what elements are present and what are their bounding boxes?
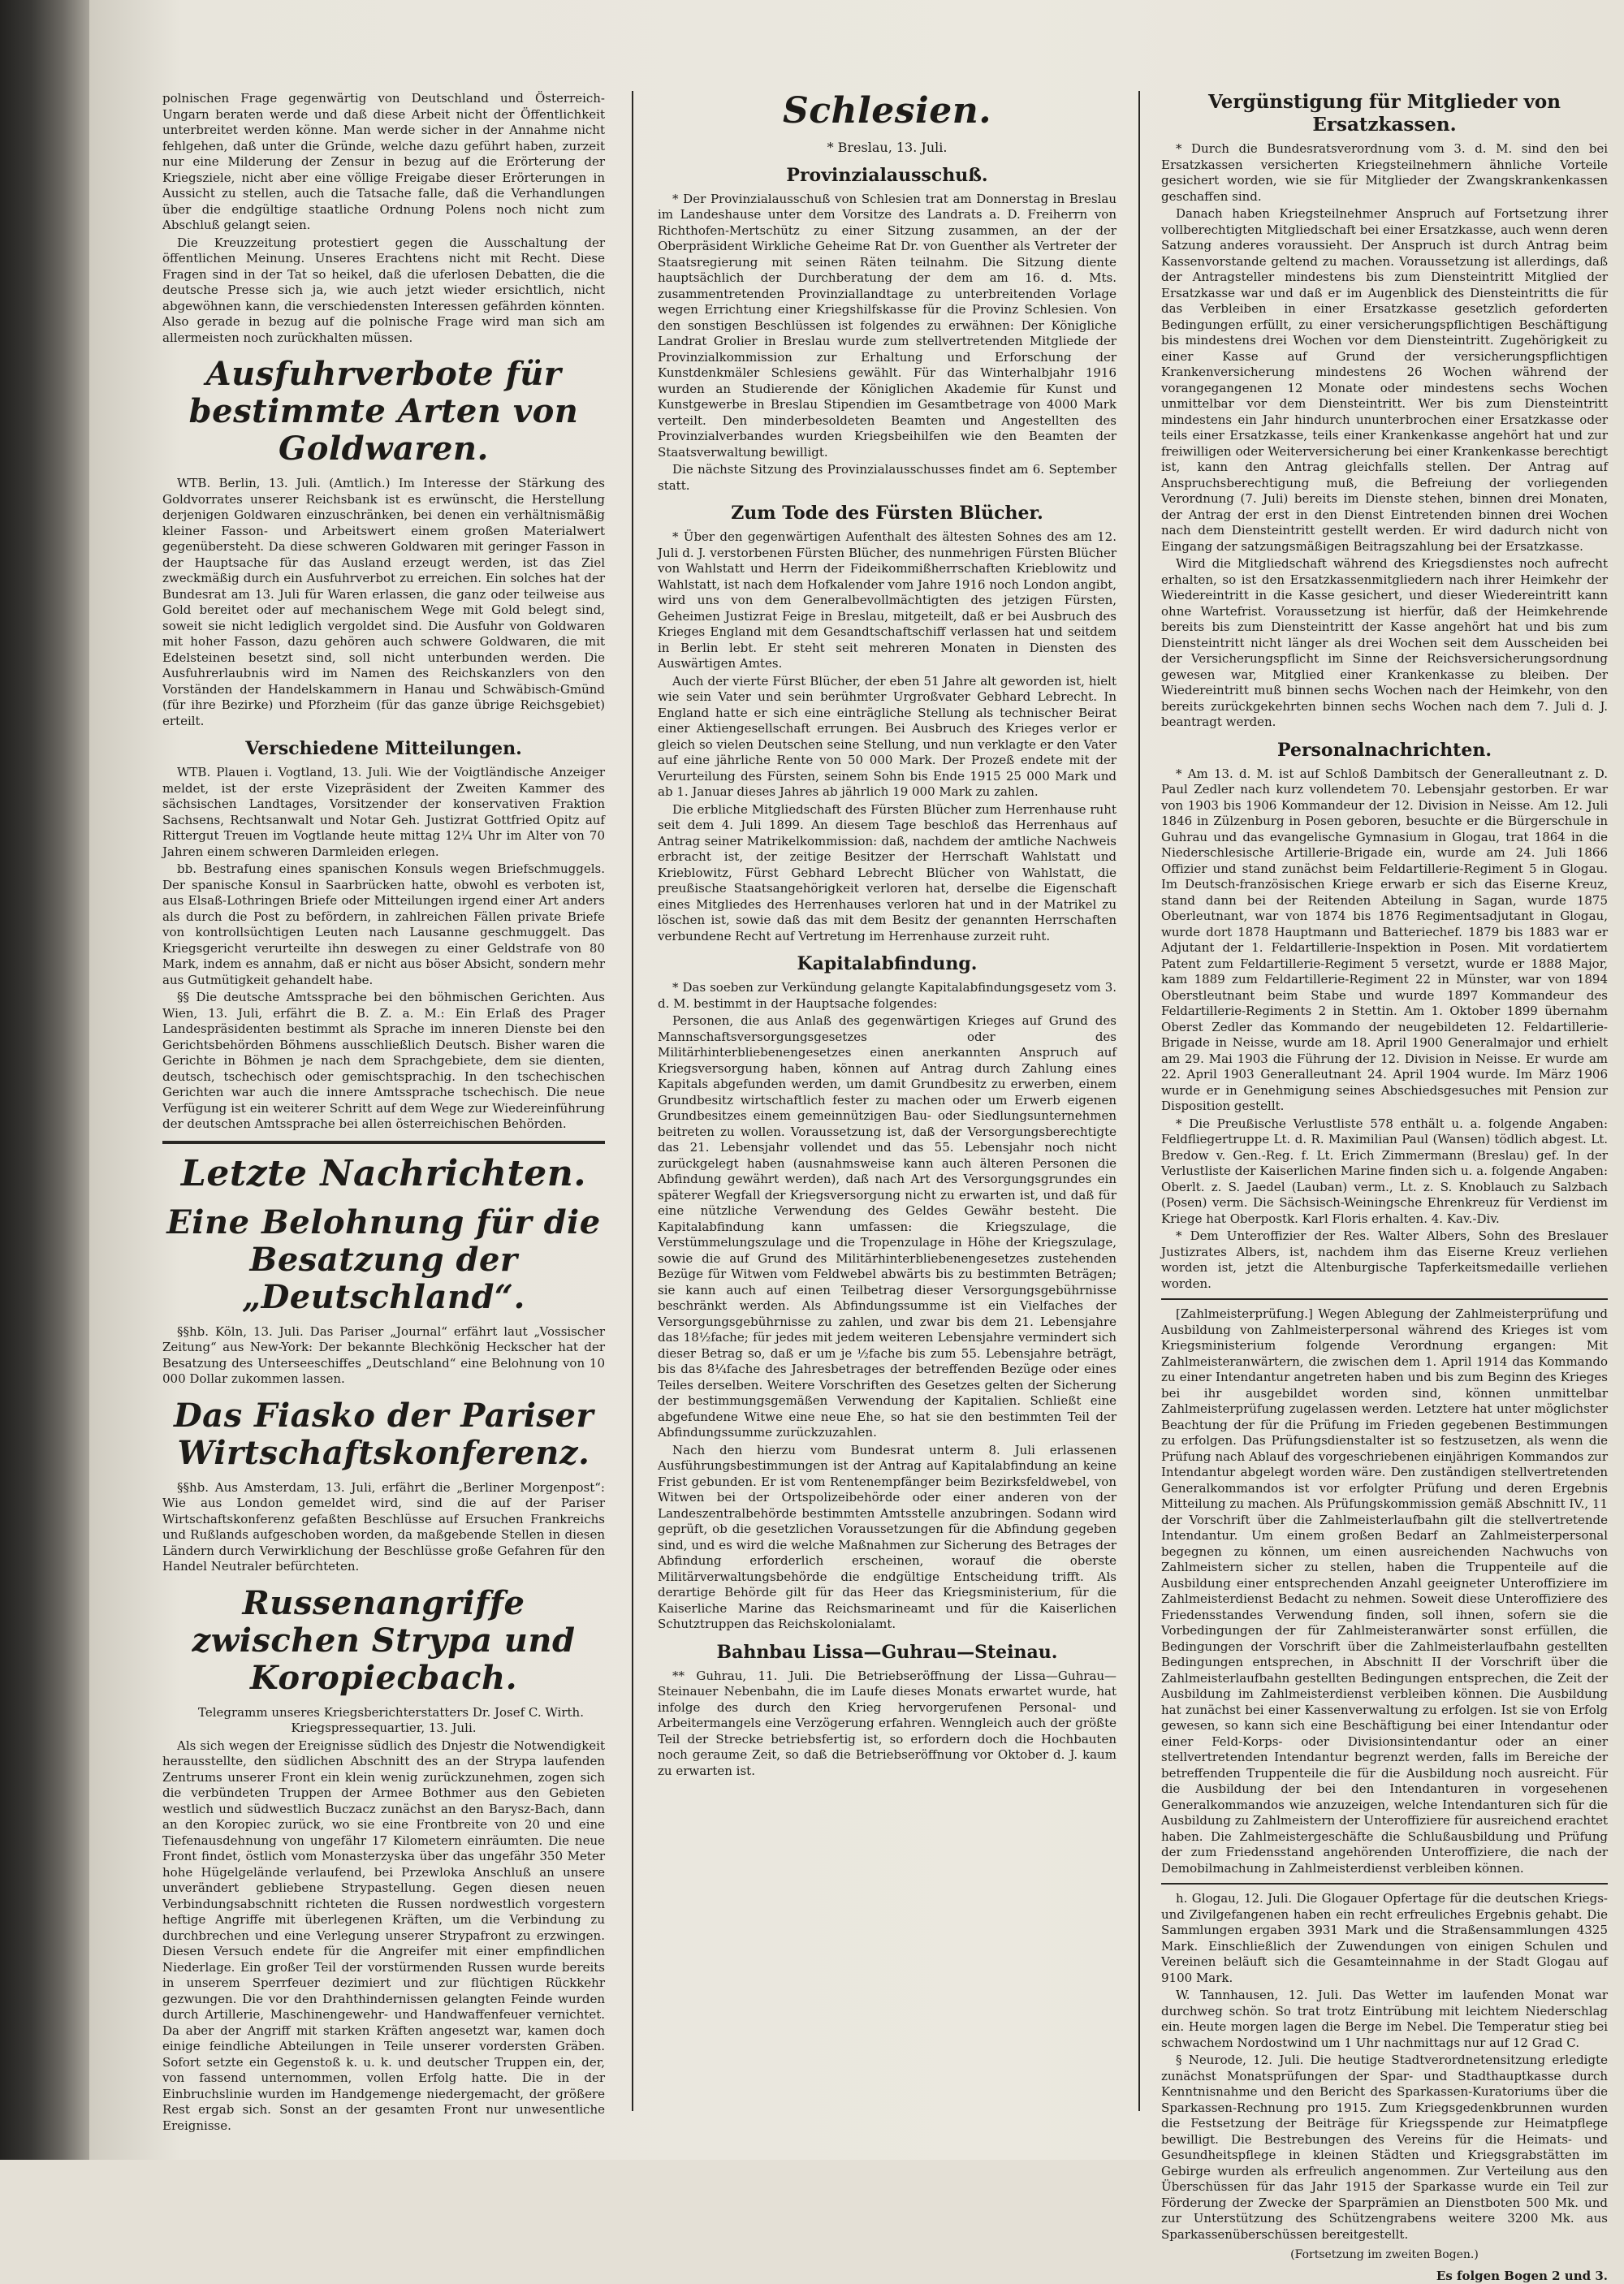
column-rule (1138, 91, 1140, 2111)
paragraph: * Die Preußische Verlustliste 578 enthält u. a. folgende Angaben: Feldfliegertruppe Lt. d. R. Maximilian Paul (Wansen) tödlich abgest. Lt. Bredow v. Gen.-Reg. f. Lt. Erich Zimmermann (Breslau) gef. In der Verlustliste der Kaiserlichen Marine finden sich u. a. folgende Angaben: Oberlt. z. S. Jaedel (Lauban) verm., Lt. z. S. Knoblauch zu Salzbach (Posen) verm. Die Sächsisch-Weiningsche Ehrenkreuz für Verdienst im Kriege hat Oberpostk. Karl Floris erhalten. 4. Kav.-Div. (1161, 1116, 1608, 1228)
paragraph: Nach den hierzu vom Bundesrat unterm 8. Juli erlassenen Ausführungsbestimmungen ist der Antrag auf Kapitalabfindung an keine Frist gebunden. Er ist vom Rentenempfänger beim Bezirksfeldwebel, von Witwen bei der Ortspolizeibehörde oder einer anderen von der Landeszentralbehörde bestimmten Amtsstelle anzubringen. Sodann wird geprüft, ob die gesetzlichen Voraussetzungen für die Abfindung gegeben sind, und es wird die welche Maßnahmen zur Sicherung des Betrages der Abfindung erforderlich erscheinen, worauf die oberste Militärverwaltungsbehörde die endgültige Entscheidung trifft. Als derartige Behörde gilt für das Heer das Kriegsministerium, für die Kaiserliche Marine das Reichsmarineamt und für die Kaiserlichen Schutztruppen das Reichskolonialamt. (658, 1443, 1116, 1633)
column-rule (632, 91, 633, 2111)
paragraph: * Der Provinzialausschuß von Schlesien trat am Donnerstag in Breslau im Landeshause unter dem Vorsitze des Landrats a. D. Freiherrn von Richthofen-Mertschütz zu einer Sitzung zusammen, an der der Oberpräsident Wirkliche Geheime Rat Dr. von Guenther als Vertreter der Staatsregierung mit seinen Räten teilnahm. Die Sitzung diente hauptsächlich der Durchberatung der dem am 16. d. Mts. zusammentretenden Provinziallandtage zu unterbreitenden Vorlage wegen Errichtung einer Kriegshilfskasse für die Provinz Schlesien. Von den sonstigen Beschlüssen ist folgendes zu erwähnen: Der Königliche Landrat Grolier in Breslau wurde zum stellvertretenden Mitgliede der Provinzialkommission zur Erhaltung und Erforschung der Kunstdenkmäler Schlesiens gewählt. Für das Winterhalbjahr 1916 wurden an Studierende der Königlichen Akademie für Kunst und Kunstgewerbe in Breslau Stipendien im Gesamtbetrage von 4000 Mark verteilt. Den minderbesoldeten Beamten und Angestellten des Provinzialverbandes wurden Kriegsbeihilfen wie den Beamten der Staatsverwaltung bewilligt. (658, 192, 1116, 461)
paragraph: §§hb. Köln, 13. Juli. Das Pariser „Journal“ erfährt laut „Vossischer Zeitung“ aus New-York: Der bekannte Blechkönig Heckscher hat der Besatzung des Unterseeschiffes „Deutschland“ eine Belohnung von 10 000 Dollar zukommen lassen. (162, 1324, 605, 1388)
section-divider (162, 1141, 605, 1144)
paragraph: [Zahlmeisterprüfung.] Wegen Ablegung der Zahlmeisterprüfung und Ausbildung von Zahlmeisterpersonal während des Krieges ist vom Kriegsministerium folgende Verordnung ergangen: Mit Zahlmeisteranwärtern, die zwischen dem 1. April 1914 das Kommando zu einer Intendantur angetreten haben und bis zum Beginn des Krieges bei ihr ausgebildet worden sind, können unmittelbar Zahlmeisterprüfung zugelassen werden. Letztere hat unter möglichster Beachtung der für die Prüfung im Frieden gegebenen Bestimmungen zu erfolgen. Das Prüfungsdienstalter ist so festzusetzen, als wenn die Prüfung nach Ablauf des vorgeschriebenen einjährigen Kommandos zur Intendantur abgelegt worden wäre. Den zuständigen stellvertretenden Generalkommandos ist vor erfolgter Prüfung und deren Ergebnis Mitteilung zu machen. Als Prüfungskommission gemäß Abschnitt IV., 11 der Vorschrift über die Zahlmeisterlaufbahn gilt die stellvertretende Intendantur. Um einem großen Bedarf an Zahlmeisterpersonal begegnen zu können, um einen ausreichenden Nachwuchs von Zahlmeistern sicher zu stellen, haben die Truppenteile auf die Ausbildung einer entsprechenden Anzahl geeigneter Unteroffiziere im Zahlmeisterdienst Bedacht zu nehmen. Soweit diese Unteroffiziere des Friedensstandes Verwendung finden, soll ihnen, sofern sie die Vorbedingungen der für Zahlmeisteranwärter sonst erfüllen, die Bedingungen der Vorschrift über die Zahlmeisterlaufbahn gestellten Bedingungen entsprechen, in Abschnitt II der Vorschrift über die Zahlmeisterlaufbahn gestellten Bedingungen entsprechen, die Zeit der Ausbildung im Zahlmeisterdienst verbleiben können. Die Ausbildung hat zunächst bei einer Kassenverwaltung zu erfolgen. Ist sie von Erfolg gewesen, so kann sich eine Beschäftigung bei einer Intendantur oder einer Feld-Korps- oder Divisionsintendantur oder an einer stellvertretenden Intendantur begrenzt werden, falls im Bereiche der betreffenden Truppenteile die für die Ausbildung noch ausreicht. Für die Ausbildung der bei den Intendanturen in vorgesehenen Generalkommandos wie anzuzeigen, welche Intendanturen sich für die Ausbildung zu Zahlmeistern der Unteroffiziere für ausreichend erachtet haben. Die Zahlmeistergeschäfte die Schlußausbildung und Prüfung der zum Friedensstand angehörenden Unteroffiziere, die nach der Demobilmachung in Zahlmeisterdienst verbleiben können. (1161, 1306, 1608, 1876)
paragraph: * Durch die Bundesratsverordnung vom 3. d. M. sind den bei Ersatzkassen versicherten Kriegsteilnehmern ähnliche Vorteile gesichert worden, wie sie für Mitglieder der Zwangskrankenkassen geschaffen sind. (1161, 141, 1608, 205)
paragraph: Die erbliche Mitgliedschaft des Fürsten Blücher zum Herrenhause ruht seit dem 4. Juli 1899. An diesem Tage beschloß das Herrenhaus auf Antrag seiner Matrikelkommission: daß, nachdem der amtliche Nachweis erbracht ist, der zeitige Besitzer der Herrschaft Wahlstatt und Krieblowitz, Fürst Gebhard Lebrecht Blücher von Wahlstatt, die preußische Staatsangehörigkeit verloren hat, derselbe die Eigenschaft eines Mitgliedes des Herrenhauses verloren hat und in der Matrikel zu löschen ist, sowie daß das mit dem Besitz der genannten Herrschaften verbundene Recht auf Vertretung im Herrenhause zurzeit ruht. (658, 802, 1116, 945)
book-binding-shadow (0, 0, 89, 2160)
paragraph: * Über den gegenwärtigen Aufenthalt des ältesten Sohnes des am 12. Juli d. J. verstorbenen Fürsten Blücher, des nunmehrigen Fürsten Blücher von Wahlstatt und Herrn der Fideikommißherrschaften Krieblowitz und Wahlstatt, ist nach dem Hofkalender vom Jahre 1916 noch London angibt, wird uns von dem Generalbevollmächtigten des jetzigen Fürsten, Geheimen Justizrat Feige in Breslau, mitgeteilt, daß er bei Ausbruch des Krieges England mit dem Gesandtschaftschiff verlassen hat und seitdem in Berlin lebt. Er steht seit mehreren Monaten in Diensten des Auswärtigen Amtes. (658, 529, 1116, 672)
paragraph: Wird die Mitgliedschaft während des Kriegsdienstes noch aufrecht erhalten, so ist den Ersatzkassenmitgliedern nach ihrer Heimkehr der Wiedereintritt in die Kasse gesichert, und dieser Wiedereintritt kann ohne Wartefrist. Voraussetzung ist hierfür, daß der Heimkehrende bereits bis zum Diensteintritt der Kasse angehört hat und bis zum Diensteintritt nicht länger als drei Wochen seit dem Ausscheiden bei der Versicherungspflicht im Sinne der Reichsversicherungsordnung gewesen war, Mitglied einer Krankenkasse zu bleiben. Der Wiedereintritt muß binnen sechs Wochen nach der Heimkehr, von den bereits zurückgekehrten binnen sechs Wochen nach dem 7. Juli d. J. beantragt werden. (1161, 556, 1608, 731)
headline-ausfuhrverbote: Ausfuhrverbote für bestimmte Arten von Goldwaren. (162, 356, 605, 468)
paragraph: WTB. Plauen i. Vogtland, 13. Juli. Wie der Voigtländische Anzeiger meldet, ist der erste Vizepräsident der Zweiten Kammer des sächsischen Landtages, Vorsitzender der konservativen Fraktion Sachsens, Rechtsanwalt und Notar Geh. Justizrat Gottfried Opitz auf Rittergut Treuen im Vogtlande heute mittag 12¼ Uhr im Alter von 70 Jahren einem schweren Darmleiden erlegen. (162, 765, 605, 860)
telegram-line: Telegramm unseres Kriegsberichterstatters Dr. Josef C. Wirth. Kriegspressequartier, 13. Juli. (162, 1705, 605, 1737)
column-left (162, 91, 605, 2127)
section-title-schlesien: Schlesien. (658, 91, 1116, 132)
divider (1161, 1883, 1608, 1885)
paragraph: * Das soeben zur Verkündung gelangte Kapitalabfindungsgesetz vom 3. d. M. bestimmt in der Hauptsache folgendes: (658, 980, 1116, 1012)
paragraph: h. Glogau, 12. Juli. Die Glogauer Opfertage für die deutschen Kriegs- und Zivilgefangenen haben ein recht erfreuliches Ergebnis gehabt. Die Sammlungen ergaben 3931 Mark und die Straßensammlungen 4325 Mark. Einschließlich der Zuwendungen von einigen Schulen und Vereinen beläuft sich die Gesamteinnahme in der Stadt Glogau auf 9100 Mark. (1161, 1891, 1608, 1986)
paragraph: §§hb. Aus Amsterdam, 13. Juli, erfährt die „Berliner Morgenpost“: Wie aus London gemeldet wird, sind die auf der Pariser Wirtschaftskonferenz gefaßten Beschlüsse auf Ersuchen Frankreichs und Rußlands aufgeschoben worden, da maßgebende Stellen in diesen Ländern durch Verwirklichung der Beschlüsse große Gefahren für den Handel Neutraler befürchteten. (162, 1480, 605, 1575)
dateline: * Breslau, 13. Juli. (658, 140, 1116, 156)
newspaper-page (89, 0, 1624, 2160)
paragraph: WTB. Berlin, 13. Juli. (Amtlich.) Im Interesse der Stärkung des Goldvorrates unserer Reichsbank ist es erwünscht, die Herstellung derjenigen Goldwaren einzuschränken, bei denen ein verhältnismäßig kleiner Fasson- und Arbeitswert einem großen Materialwert gegenübersteht. Da diese schweren Goldwaren mit geringer Fasson in der Hauptsache für das Ausland erzeugt werden, ist das Ziel zweckmäßig durch ein Ausfuhrverbot zu erreichen. Ein solches hat der Bundesrat am 13. Juli für Waren erlassen, die ganz oder teilweise aus Gold bereitet oder auf mechanischem Wege mit Gold belegt sind, soweit sie nicht lediglich vergoldet sind. Die Ausfuhr von Goldwaren mit hoher Fasson, dazu gehören auch schwere Goldwaren, die mit Edelsteinen besetzt sind, soll nicht unterbunden werden. Die Ausfuhrerlaubnis wird im Namen des Reichskanzlers von den Vorständen der Handelskammern in Hanau und Schwäbisch-Gmünd (für ihre Bezirke) und Pforzheim (für das ganze übrige Reichsgebiet) erteilt. (162, 476, 605, 729)
column-right (1161, 91, 1608, 2127)
continuation-note: (Fortsetzung im zweiten Bogen.) (1161, 2247, 1608, 2264)
headline-kapitalabfindung: Kapitalabfindung. (658, 952, 1116, 975)
page-footer: Es folgen Bogen 2 und 3. (1161, 2269, 1608, 2284)
paragraph: §§ Die deutsche Amtssprache bei den böhmischen Gerichten. Aus Wien, 13. Juli, erfährt die B. Z. a. M.: Ein Erlaß des Prager Landespräsidenten bestimmt als Sprache im inneren Dienste bei den Gerichtsbehörden Böhmens ausschließlich Deutsch. Bisher waren die Gerichte in Böhmen je nach dem Sprachgebiete, dem sie dienten, deutsch, tschechisch oder gemischtsprachig. In den tschechischen Gerichten war auch die innere Amtssprache tschechisch. Die neue Verfügung ist ein weiterer Schritt auf dem Wege zur Wiedereinführung der deutschen Amtssprache bei allen österreichischen Behörden. (162, 990, 605, 1133)
paragraph: Danach haben Kriegsteilnehmer Anspruch auf Fortsetzung ihrer vollberechtigten Mitgliedschaft bei einer Ersatzkasse, auch wenn deren Satzung anderes voraussieht. Der Anspruch ist durch Antrag beim Kassenvorstande geltend zu machen. Voraussetzung ist allerdings, daß der Antragsteller mindestens bis zum Diensteintritt Mitglied der Ersatzkasse war und daß er im Augenblick des Diensteintritts die für das Verbleiben in einer Ersatzkasse gesetzlich geforderten Bedingungen erfüllt, zu einer versicherungspflichtigen Beschäftigung bis mindestens drei Wochen vor dem Diensteintritt. Zugehörigkeit zu einer Kasse auf Grund der versicherungspflichtigen Krankenversicherung mindestens 26 Wochen während der vorangegangenen 12 Monate oder mindestens sechs Wochen unmittelbar vor dem Diensteintritt. Wer bis zum Diensteintritt mindestens ein Jahr hindurch ununterbrochen einer Ersatzkasse oder teils einer Ersatzkasse, teils einer Krankenkasse angehört hat und zur freiwilligen oder Weiterversicherung bei einer Krankenkasse berechtigt ist, kann den Antrag gleichfalls stellen. Der Antrag auf Anspruchsberechtigung muß, die Befreiung der vorliegenden Verordnung (7. Juli) bereits im Dienste stehen, binnen drei Monaten, der Antrag der erst in den Dienst Eintretenden binnen drei Wochen nach dem Diensteintritt gestellt werden. Er wird dadurch nicht von Eingang der satzungsmäßigen Beitragszahlung bei der Ersatzkasse. (1161, 206, 1608, 555)
column-middle (658, 91, 1116, 2127)
paragraph: § Neurode, 12. Juli. Die heutige Stadtverordnetensitzung erledigte zunächst Monatsprüfungen der Spar- und Stadthauptkasse durch Kenntnisnahme und den Bericht des Sparkassen-Kuratoriums über die Sparkassen-Rechnung pro 1915. Zum Kriegsgedenkbrunnen wurden die Festsetzung der Beiträge für Kriegsspende zur Heimatpflege bewilligt. Die Bestrebungen des Vereins für die Heimats- und Gesundheitspflege in kleinen Städten und Kriegsgrabstätten im Gebirge wurden als erfreulich angenommen. Zur Verteilung aus den Überschüssen für das Jahr 1915 der Sparkasse wurde ein Teil zur Förderung der Zwecke der Sparprämien an Dienstboten 500 Mk. und zur Unterstützung des Schützengrabens weitere 3200 Mk. aus Sparkassenüberschüssen bereitgestellt. (1161, 2053, 1608, 2243)
headline-fuerst-bluecher: Zum Tode des Fürsten Blücher. (658, 502, 1116, 525)
paragraph: ** Guhrau, 11. Juli. Die Betriebseröffnung der Lissa—Guhrau—Steinauer Nebenbahn, die im Laufe dieses Monats erwartet wurde, hat infolge des durch den Krieg hervorgerufenen Personal- und Arbeitermangels eine Verzögerung erfahren. Wenngleich auch der größte Teil der Strecke betriebsfertig ist, so erfordern doch die Hochbauten noch geraume Zeit, so daß die Betriebseröffnung vor Oktober d. J. kaum zu erwarten ist. (658, 1669, 1116, 1780)
headline-bahnbau: Bahnbau Lissa—Guhrau—Steinau. (658, 1641, 1116, 1664)
divider (1161, 1298, 1608, 1300)
paragraph: Auch der vierte Fürst Blücher, der eben 51 Jahre alt geworden ist, hielt wie sein Vater und sein berühmter Urgroßvater Gebhard Lebrecht. In England hatte er sich eine einträgliche Stellung als technischer Beirat einer Aktiengesellschaft errungen. Bei Ausbruch des Krieges verlor er gleich so vielen Deutschen seine Stellung, und nun verklagte er den Vater auf eine jährliche Rente von 50 000 Mark. Der Prozeß endete mit der Verurteilung des Fürsten, seinem Sohn bis Ende 1915 25 000 Mark und ab 1. Januar dieses Jahres ab jährlich 19 000 Mark zu zahlen. (658, 674, 1116, 801)
headline-fiasko: Das Fiasko der Pariser Wirtschaftskonferenz. (162, 1397, 605, 1472)
headline-belohnung: Eine Belohnung für die Besatzung der „Deutschland“. (162, 1204, 605, 1316)
headline-mitteilungen: Verschiedene Mitteilungen. (162, 737, 605, 760)
headline-personalnachrichten: Personalnachrichten. (1161, 739, 1608, 762)
paragraph: Als sich wegen der Ereignisse südlich des Dnjestr die Notwendigkeit herausstellte, den südlichen Abschnitt des an der Strypa laufenden Zentrums unserer Front ein klein wenig zurückzunehmen, zogen sich die verbündeten Truppen der Armee Bothmer aus den Gebieten westlich und südwestlich Buczacz zunächst an den Barysz-Bach, dann an den Koropiec zurück, wo sie eine Frontbreite von 20 und eine Tiefenausdehnung von ungefähr 17 Kilometern einräumten. Die neue Front findet, östlich vom Monasterzyska über das ungefähr 350 Meter hohe Hügelgelände verlaufend, bei Przewloka Anschluß an unsere unverändert gebliebene Strypastellung. Gegen diesen neuen Verbindungsabschnitt richteten die Russen nordwestlich vorgestern heftige Angriffe mit überlegenen Kräften, um die Verbindung zu durchbrechen und eine Verlegung unserer Strypafront zu erzwingen. Diesen Versuch endete für die Angreifer mit einer empfindlichen Niederlage. Ein großer Teil der vorstürmenden Russen wurde bereits in unserem Sperrfeuer dezimiert und zur flüchtigen Rückkehr gezwungen. Die vor den Drahthindernissen gelangten Feinde wurden durch Artillerie, Maschinengewehr- und Handwaffenfeuer vernichtet. Da aber der Angriff mit starken Kräften angesetzt war, kamen doch einige feindliche Abteilungen in Teile unserer vordersten Gräben. Sofort setzte ein Gegenstoß k. u. k. und deutscher Truppen ein, der, von fassend unternommen, vollen Erfolg hatte. Die in der Einbruchslinie wurden im Handgemenge niedergemacht, der größere Rest ergab sich. Sonst an der gesamten Front nur unwesentliche Ereignisse. (162, 1738, 605, 2135)
paragraph: polnischen Frage gegenwärtig von Deutschland und Österreich-Ungarn beraten werde und daß diese Arbeit nicht der Öffentlichkeit unterbreitet werden könne. Man werde sicher in der Annahme nicht fehlgehen, daß unter die Gründe, welche dazu geführt haben, zurzeit nur eine Milderung der Zensur in bezug auf die Erörterung der Kriegsziele, nicht aber eine völlige Freigabe dieser Erörterungen in Aussicht zu stellen, auch die Tatsache falle, daß die Verhandlungen über die endgültige staatliche Ordnung Polens noch nicht zum Abschluß gelangt seien. (162, 91, 605, 234)
headline-russenangriffe: Russenangriffe zwischen Strypa und Koropiecbach. (162, 1585, 605, 1697)
paragraph: * Am 13. d. M. ist auf Schloß Dambitsch der Generalleutnant z. D. Paul Zedler nach kurz vollendetem 70. Lebensjahr gestorben. Er war von 1903 bis 1906 Kommandeur der 12. Division in Neisse. Am 12. Juli 1846 in Zülzenburg in Posen geboren, besuchte er die Bürgerschule in Guhrau und das evangelische Gymnasium in Glogau, trat 1864 in die Niederschlesische Artillerie-Brigade ein, wurde am 24. Juli 1866 Offizier und stand zunächst beim Feldartillerie-Regiment 5 in Glogau. Im Deutsch-französischen Kriege erwarb er sich das Eiserne Kreuz, stand dann bei der Reitenden Abteilung in Sagan, wurde 1875 Oberleutnant, war von 1874 bis 1876 Regimentsadjutant in Glogau, wurde dort 1878 Hauptmann und Batteriechef. 1879 bis 1883 war er Adjutant der 1. Feldartillerie-Inspektion in Posen. Mit vordatiertem Patent zum Feldartillerie-Regiment 5 versetzt, wurde er 1888 Major, kam 1889 zum Feldartillerie-Regiment 22 in Münster, war von 1894 Oberstleutnant beim Stabe und wurde 1897 Kommandeur des Feldartillerie-Regiments 2 in Stettin. Am 1. Oktober 1899 übernahm Oberst Zedler das Kommando der neugebildeten 12. Feldartillerie-Brigade in Neisse, wurde am 18. April 1900 Generalmajor und erhielt am 29. Mai 1903 die Führung der 12. Division in Neisse. Er wurde am 22. April 1903 Generalleutnant 24. April 1904 wurde. Im März 1906 wurde er in Genehmigung seines Abschiedsgesuches mit Pension zur Disposition gestellt. (1161, 766, 1608, 1115)
headline-letzte-nachrichten: Letzte Nachrichten. (162, 1154, 605, 1194)
headline-provinzialausschuss: Provinzialausschuß. (658, 164, 1116, 187)
paragraph: W. Tannhausen, 12. Juli. Das Wetter im laufenden Monat war durchweg schön. So trat trotz Eintrübung mit leichtem Niederschlag ein. Heute morgen lagen die Berge im Nebel. Die Temperatur stieg bei schwachem Nordostwind um 1 Uhr nachmittags nur auf 12 Grad C. (1161, 1988, 1608, 2051)
paragraph: * Dem Unteroffizier der Res. Walter Albers, Sohn des Breslauer Justizrates Albers, ist, nachdem ihm das Eiserne Kreuz verliehen worden ist, jetzt die Altenburgische Tapferkeitsmedaille verliehen worden. (1161, 1228, 1608, 1292)
headline-ersatzkassen: Vergünstigung für Mitglieder von Ersatzkassen. (1161, 91, 1608, 136)
paragraph: bb. Bestrafung eines spanischen Konsuls wegen Briefschmuggels. Der spanische Konsul in Saarbrücken hatte, obwohl es verboten ist, aus Elsaß-Lothringen Briefe oder Mitteilungen irgend einer Art anders als durch die Post zu befördern, in zahlreichen Fällen private Briefe von kontrollsüchtigen Leuten nach Lausanne geschmuggelt. Das Kriegsgericht verurteilte ihn deswegen zu einer Geldstrafe von 80 Mark, indem es annahm, daß er nicht aus böser Absicht, sondern mehr aus Gutmütigkeit gehandelt habe. (162, 861, 605, 988)
paragraph: Die Kreuzzeitung protestiert gegen die Ausschaltung der öffentlichen Meinung. Unseres Erachtens nicht mit Recht. Diese Fragen sind in der Tat so heikel, daß die uferlosen Debatten, die die deutsche Presse sich ja, wie auch jetzt wieder ersichtlich, nicht abgewöhnen kann, die verschiedensten Interessen gefährden könnten. Also gerade in bezug auf die polnische Frage wird man sich am allermeisten noch zurückhalten müssen. (162, 235, 605, 347)
paragraph: Die nächste Sitzung des Provinzialausschusses findet am 6. September statt. (658, 462, 1116, 494)
paragraph: Personen, die aus Anlaß des gegenwärtigen Krieges auf Grund des Mannschaftsversorgungsgesetzes oder des Militärhinterbliebenengesetzes einen anerkannten Anspruch auf Kriegsversorgung haben, können auf Antrag durch Zahlung eines Kapitals abgefunden werden, um damit Grundbesitz zu erwerben, einem Grundbesitz wirtschaftlich fester zu machen oder um Erwerb eigenen Grundbesitzes einem gemeinnützigen Bau- oder Siedlungsunternehmen beitreten zu wollen. Voraussetzung ist, daß der Versorgungsberechtigte das 21. Lebensjahr vollendet und das 55. Lebensjahr noch nicht zurückgelegt haben (ausnahmsweise kann auch älteren Personen die Abfindung gewährt werden), daß nach Art des Versorgungsgrundes ein späterer Wegfall der Kriegsversorgung nicht zu erwarten ist, und daß für eine nützliche Verwendung des Geldes Gewähr besteht. Die Kapitalabfindung kann umfassen: die Kriegszulage, die Verstümmelungszulage und die Tropenzulage in Höhe der Kriegszulage, sowie die auf Grund des Militärhinterbliebenengesetzes zustehenden Bezüge für Witwen vom Feldwebel abwärts bis zu bestimmten Beträgen; sie kann auch auf einen Teilbetrag dieser Versorgungsgebührnisse beschränkt werden. Als Abfindungssumme ist ein Vielfaches der Versorgungsgebührnisse zu zahlen, und zwar bis dem 21. Lebensjahre das 18½fache; für jedes mit jedem weiteren Lebensjahre vermindert sich dieser Betrag so, daß er um je ½fache bis zum 55. Lebensjahre beträgt, bis das 8¼fache des Jahresbetrages der betreffenden Bezüge oder eines Teiles derselben. Weitere Vorschriften des Gesetzes gelten der Sicherung der bestimmungsgemäßen Verwendung der Kapitalien. Schließt eine abgefundene Witwe eine neue Ehe, so hat sie den bestimmten Teil der Abfindungssumme zurückzuzahlen. (658, 1013, 1116, 1441)
